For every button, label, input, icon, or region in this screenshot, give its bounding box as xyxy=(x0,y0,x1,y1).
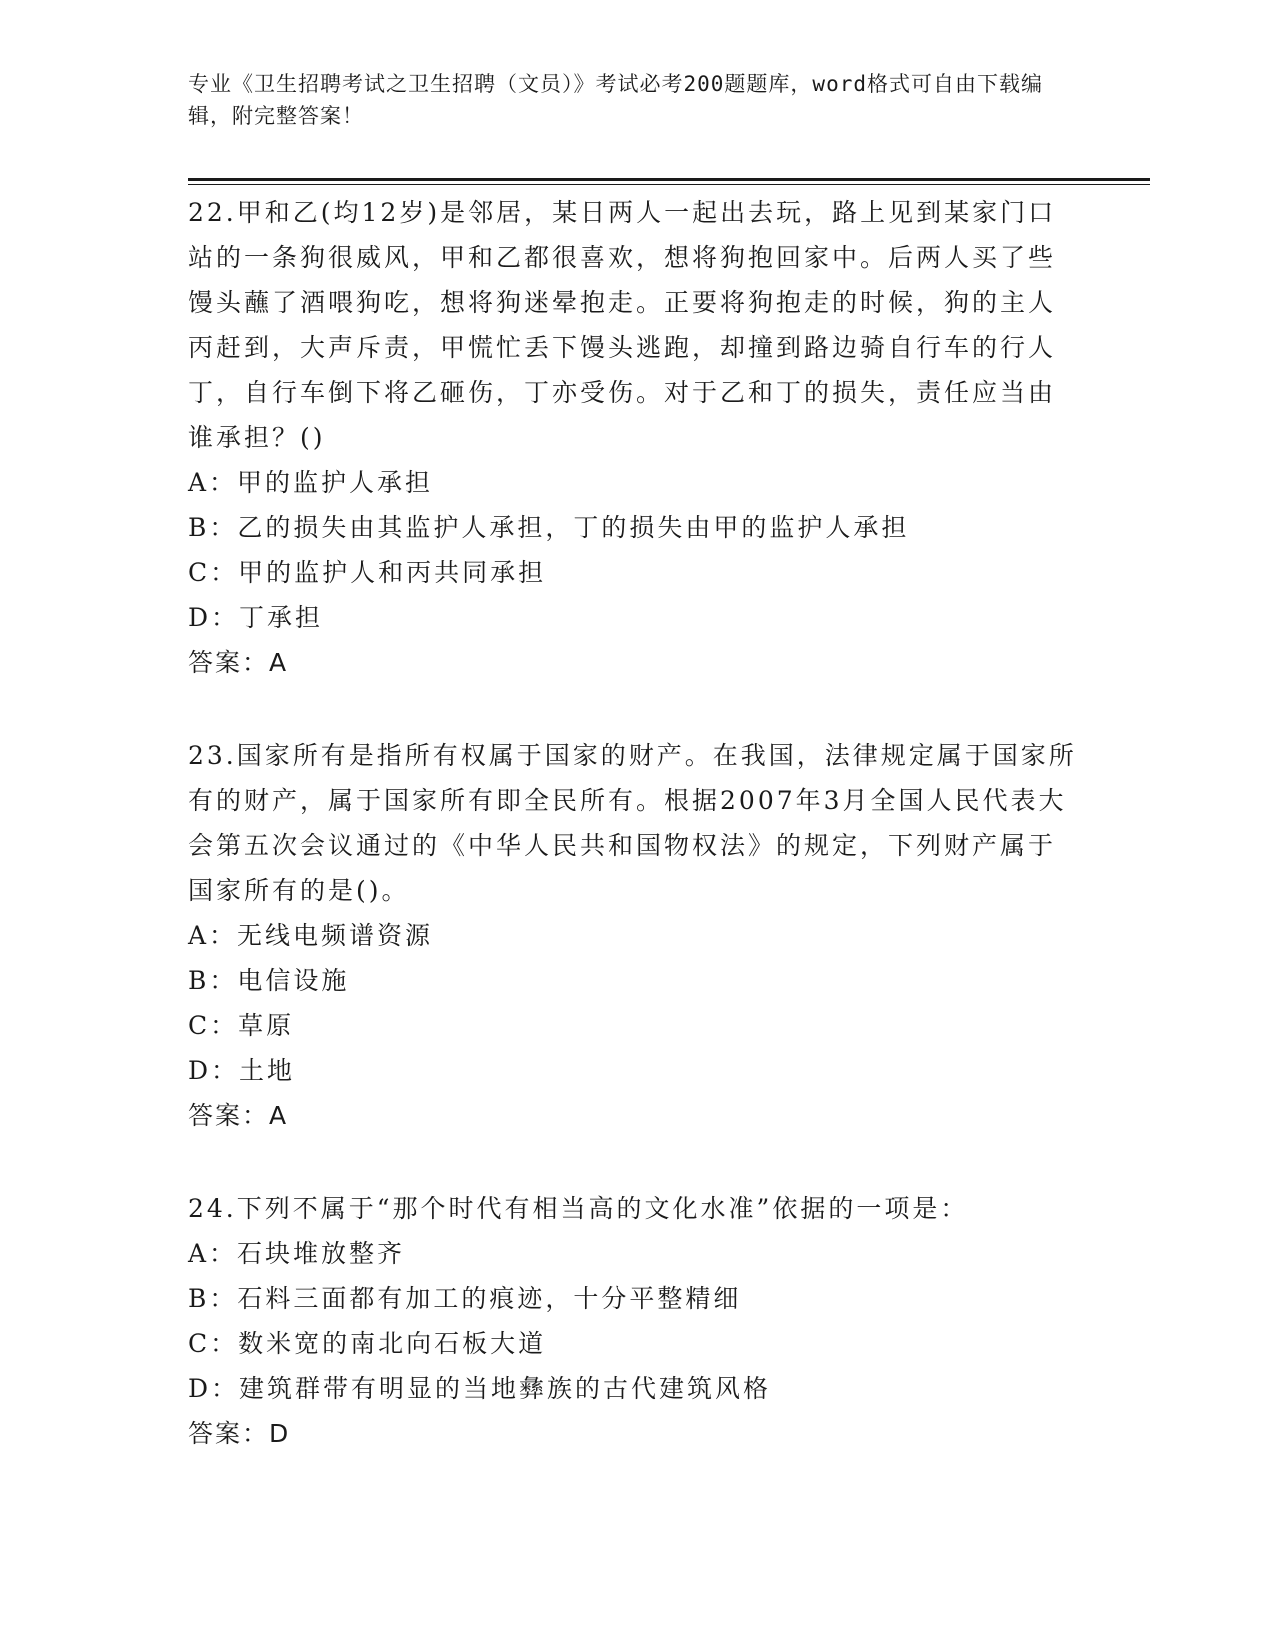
option-b: B：乙的损失由其监护人承担，丁的损失由甲的监护人承担 xyxy=(188,513,910,542)
answer-line: 答案：D xyxy=(188,1419,291,1448)
question-stem: 23.国家所有是指所有权属于国家的财产。在我国，法律规定属于国家所有的财产，属于国家所有即全民所有。根据2007年3月全国人民代表大会第五次会议通过的《中华人民共和国物权法》的规定，下列财产属于国家所有的是()。 xyxy=(188,741,1077,905)
option-a: A：甲的监护人承担 xyxy=(188,468,434,497)
option-a: A：石块堆放整齐 xyxy=(188,1239,406,1268)
question-24 xyxy=(188,1186,1078,1456)
question-stem: 24.下列不属于“那个时代有相当高的文化水准”依据的一项是： xyxy=(188,1194,969,1223)
option-d: D：土地 xyxy=(188,1056,296,1085)
header-divider-thick xyxy=(188,178,1150,181)
question-stem: 22.甲和乙(均12岁)是邻居，某日两人一起出去玩，路上见到某家门口站的一条狗很威风，甲和乙都很喜欢，想将狗抱回家中。后两人买了些馒头蘸了酒喂狗吃，想将狗迷晕抱走。正要将狗抱走的时候，狗的主人丙赶到，大声斥责，甲慌忙丢下馒头逃跑，却撞到路边骑自行车的行人丁，自行车倒下将乙砸伤，丁亦受伤。对于乙和丁的损失，责任应当由谁承担？() xyxy=(188,198,1057,452)
question-spacer xyxy=(188,685,1078,733)
question-22 xyxy=(188,190,1078,685)
option-d: D：丁承担 xyxy=(188,603,324,632)
option-c: C：草原 xyxy=(188,1011,295,1040)
document-header: 专业《卫生招聘考试之卫生招聘（文员）》考试必考200题题库，word格式可自由下载编辑，附完整答案！ xyxy=(188,72,1043,128)
question-23 xyxy=(188,733,1078,1138)
option-b: B：石料三面都有加工的痕迹，十分平整精细 xyxy=(188,1284,742,1313)
option-d: D：建筑群带有明显的当地彝族的古代建筑风格 xyxy=(188,1374,772,1403)
option-a: A：无线电频谱资源 xyxy=(188,921,434,950)
question-list xyxy=(188,190,1078,1456)
answer-line: 答案：A xyxy=(188,648,289,677)
option-c: C：甲的监护人和丙共同承担 xyxy=(188,558,547,587)
question-spacer xyxy=(188,1138,1078,1186)
option-b: B：电信设施 xyxy=(188,966,350,995)
header-divider-thin xyxy=(188,184,1150,185)
answer-line: 答案：A xyxy=(188,1101,289,1130)
option-c: C：数米宽的南北向石板大道 xyxy=(188,1329,547,1358)
